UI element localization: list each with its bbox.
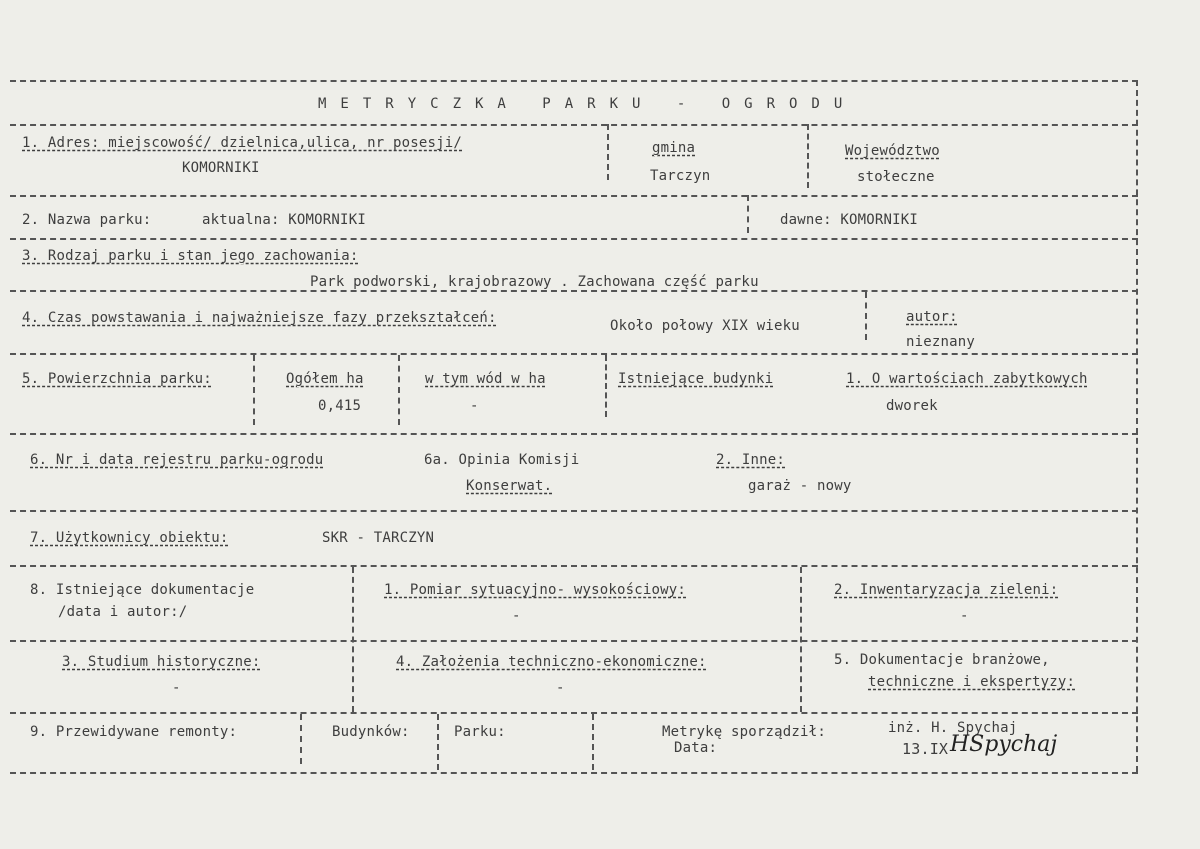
branch-docs-label-2: techniczne i ekspertyzy:	[868, 674, 1076, 690]
rule-4	[10, 290, 1138, 292]
author-signature: HSpychaj	[950, 732, 1058, 757]
park-type-label: 3. Rodzaj parku i stan jego zachowania:	[22, 248, 359, 264]
water-area-value: -	[470, 398, 479, 414]
greenery-value: -	[960, 608, 969, 624]
rule-r8-b	[800, 567, 802, 712]
rule-5	[10, 353, 1138, 355]
date-value: 13.IX	[902, 740, 949, 758]
survey-label: 1. Pomiar sytuacyjno- wysokościowy:	[384, 582, 687, 598]
buildings-label: Istniejące budynki	[618, 371, 774, 387]
history-study-value: -	[172, 680, 181, 696]
rule-8	[10, 565, 1138, 567]
gmina-label: gmina	[652, 140, 696, 156]
history-study-label: 3. Studium historyczne:	[62, 654, 261, 670]
users-value: SKR - TARCZYN	[322, 530, 435, 546]
rule-r8-a	[352, 567, 354, 712]
park-name-former: dawne: KOMORNIKI	[780, 212, 919, 228]
rule-r9-b	[437, 714, 439, 770]
heritage-value: dworek	[886, 398, 938, 414]
other-label: 2. Inne:	[716, 452, 786, 468]
greenery-label: 2. Inwentaryzacja zieleni:	[834, 582, 1059, 598]
repairs-buildings-label: Budynków:	[332, 724, 410, 740]
rule-r5-a	[253, 355, 255, 425]
rule-3	[10, 238, 1138, 240]
area-label: 5. Powierzchnia parku:	[22, 371, 212, 387]
rule-r4	[865, 292, 867, 340]
park-name-label: 2. Nazwa parku:	[22, 212, 152, 228]
rule-top	[10, 80, 1138, 82]
gmina-value: Tarczyn	[650, 168, 711, 184]
rule-bottom	[10, 772, 1138, 774]
rule-r1-b	[807, 124, 809, 188]
rule-r1-a	[607, 124, 609, 180]
tech-econ-value: -	[556, 680, 565, 696]
docs-label-1: 8. Istniejące dokumentacje	[30, 582, 255, 598]
rule-6	[10, 433, 1138, 435]
rule-8b	[10, 640, 1138, 642]
branch-docs-label-1: 5. Dokumentacje branżowe,	[834, 652, 1050, 668]
tech-econ-label: 4. Założenia techniczno-ekonomiczne:	[396, 654, 707, 670]
history-label: 4. Czas powstawania i najważniejsze fazy przekształceń:	[22, 310, 497, 326]
rule-7	[10, 510, 1138, 512]
heritage-label: 1. O wartościach zabytkowych	[846, 371, 1088, 387]
made-by-label: Metrykę sporządził:	[662, 724, 826, 740]
park-type-value: Park podworski, krajobrazowy . Zachowana część parku	[310, 274, 759, 290]
water-area-label: w tym wód w ha	[425, 371, 546, 387]
repairs-label: 9. Przewidywane remonty:	[30, 724, 238, 740]
author-label: autor:	[906, 309, 958, 325]
rule-1	[10, 124, 1138, 126]
author-value: nieznany	[906, 334, 976, 350]
rule-r2	[747, 195, 749, 233]
other-value: garaż - nowy	[748, 478, 852, 494]
address-label: 1. Adres: miejscowość/ dzielnica,ulica, nr posesji/	[22, 135, 463, 151]
opinion-label-1: 6a. Opinia Komisji	[424, 452, 580, 468]
survey-value: -	[512, 608, 521, 624]
total-area-value: 0,415	[318, 398, 362, 414]
voivodeship-label: Województwo	[845, 143, 940, 159]
rule-9	[10, 712, 1138, 714]
date-label: Data:	[674, 740, 718, 756]
rule-right	[1136, 80, 1138, 772]
docs-label-2: /data i autor:/	[58, 604, 188, 620]
rule-r5-b	[398, 355, 400, 425]
rule-r9-c	[592, 714, 594, 770]
register-label: 6. Nr i data rejestru parku-ogrodu	[30, 452, 324, 468]
rule-r9-a	[300, 714, 302, 764]
total-area-label: Ogółem ha	[286, 371, 364, 387]
address-value: KOMORNIKI	[182, 160, 260, 176]
voivodeship-value: stołeczne	[857, 169, 935, 185]
made-by-value: inż. H. Spychaj	[888, 720, 1018, 736]
opinion-label-2: Konserwat.	[466, 478, 553, 494]
history-value: Około połowy XIX wieku	[610, 318, 800, 334]
rule-r5-c	[605, 355, 607, 417]
users-label: 7. Użytkownicy obiektu:	[30, 530, 229, 546]
repairs-park-label: Parku:	[454, 724, 506, 740]
card-title: METRYCZKA PARKU - OGRODU	[318, 96, 857, 112]
park-name-current: aktualna: KOMORNIKI	[202, 212, 366, 228]
rule-2	[10, 195, 1138, 197]
